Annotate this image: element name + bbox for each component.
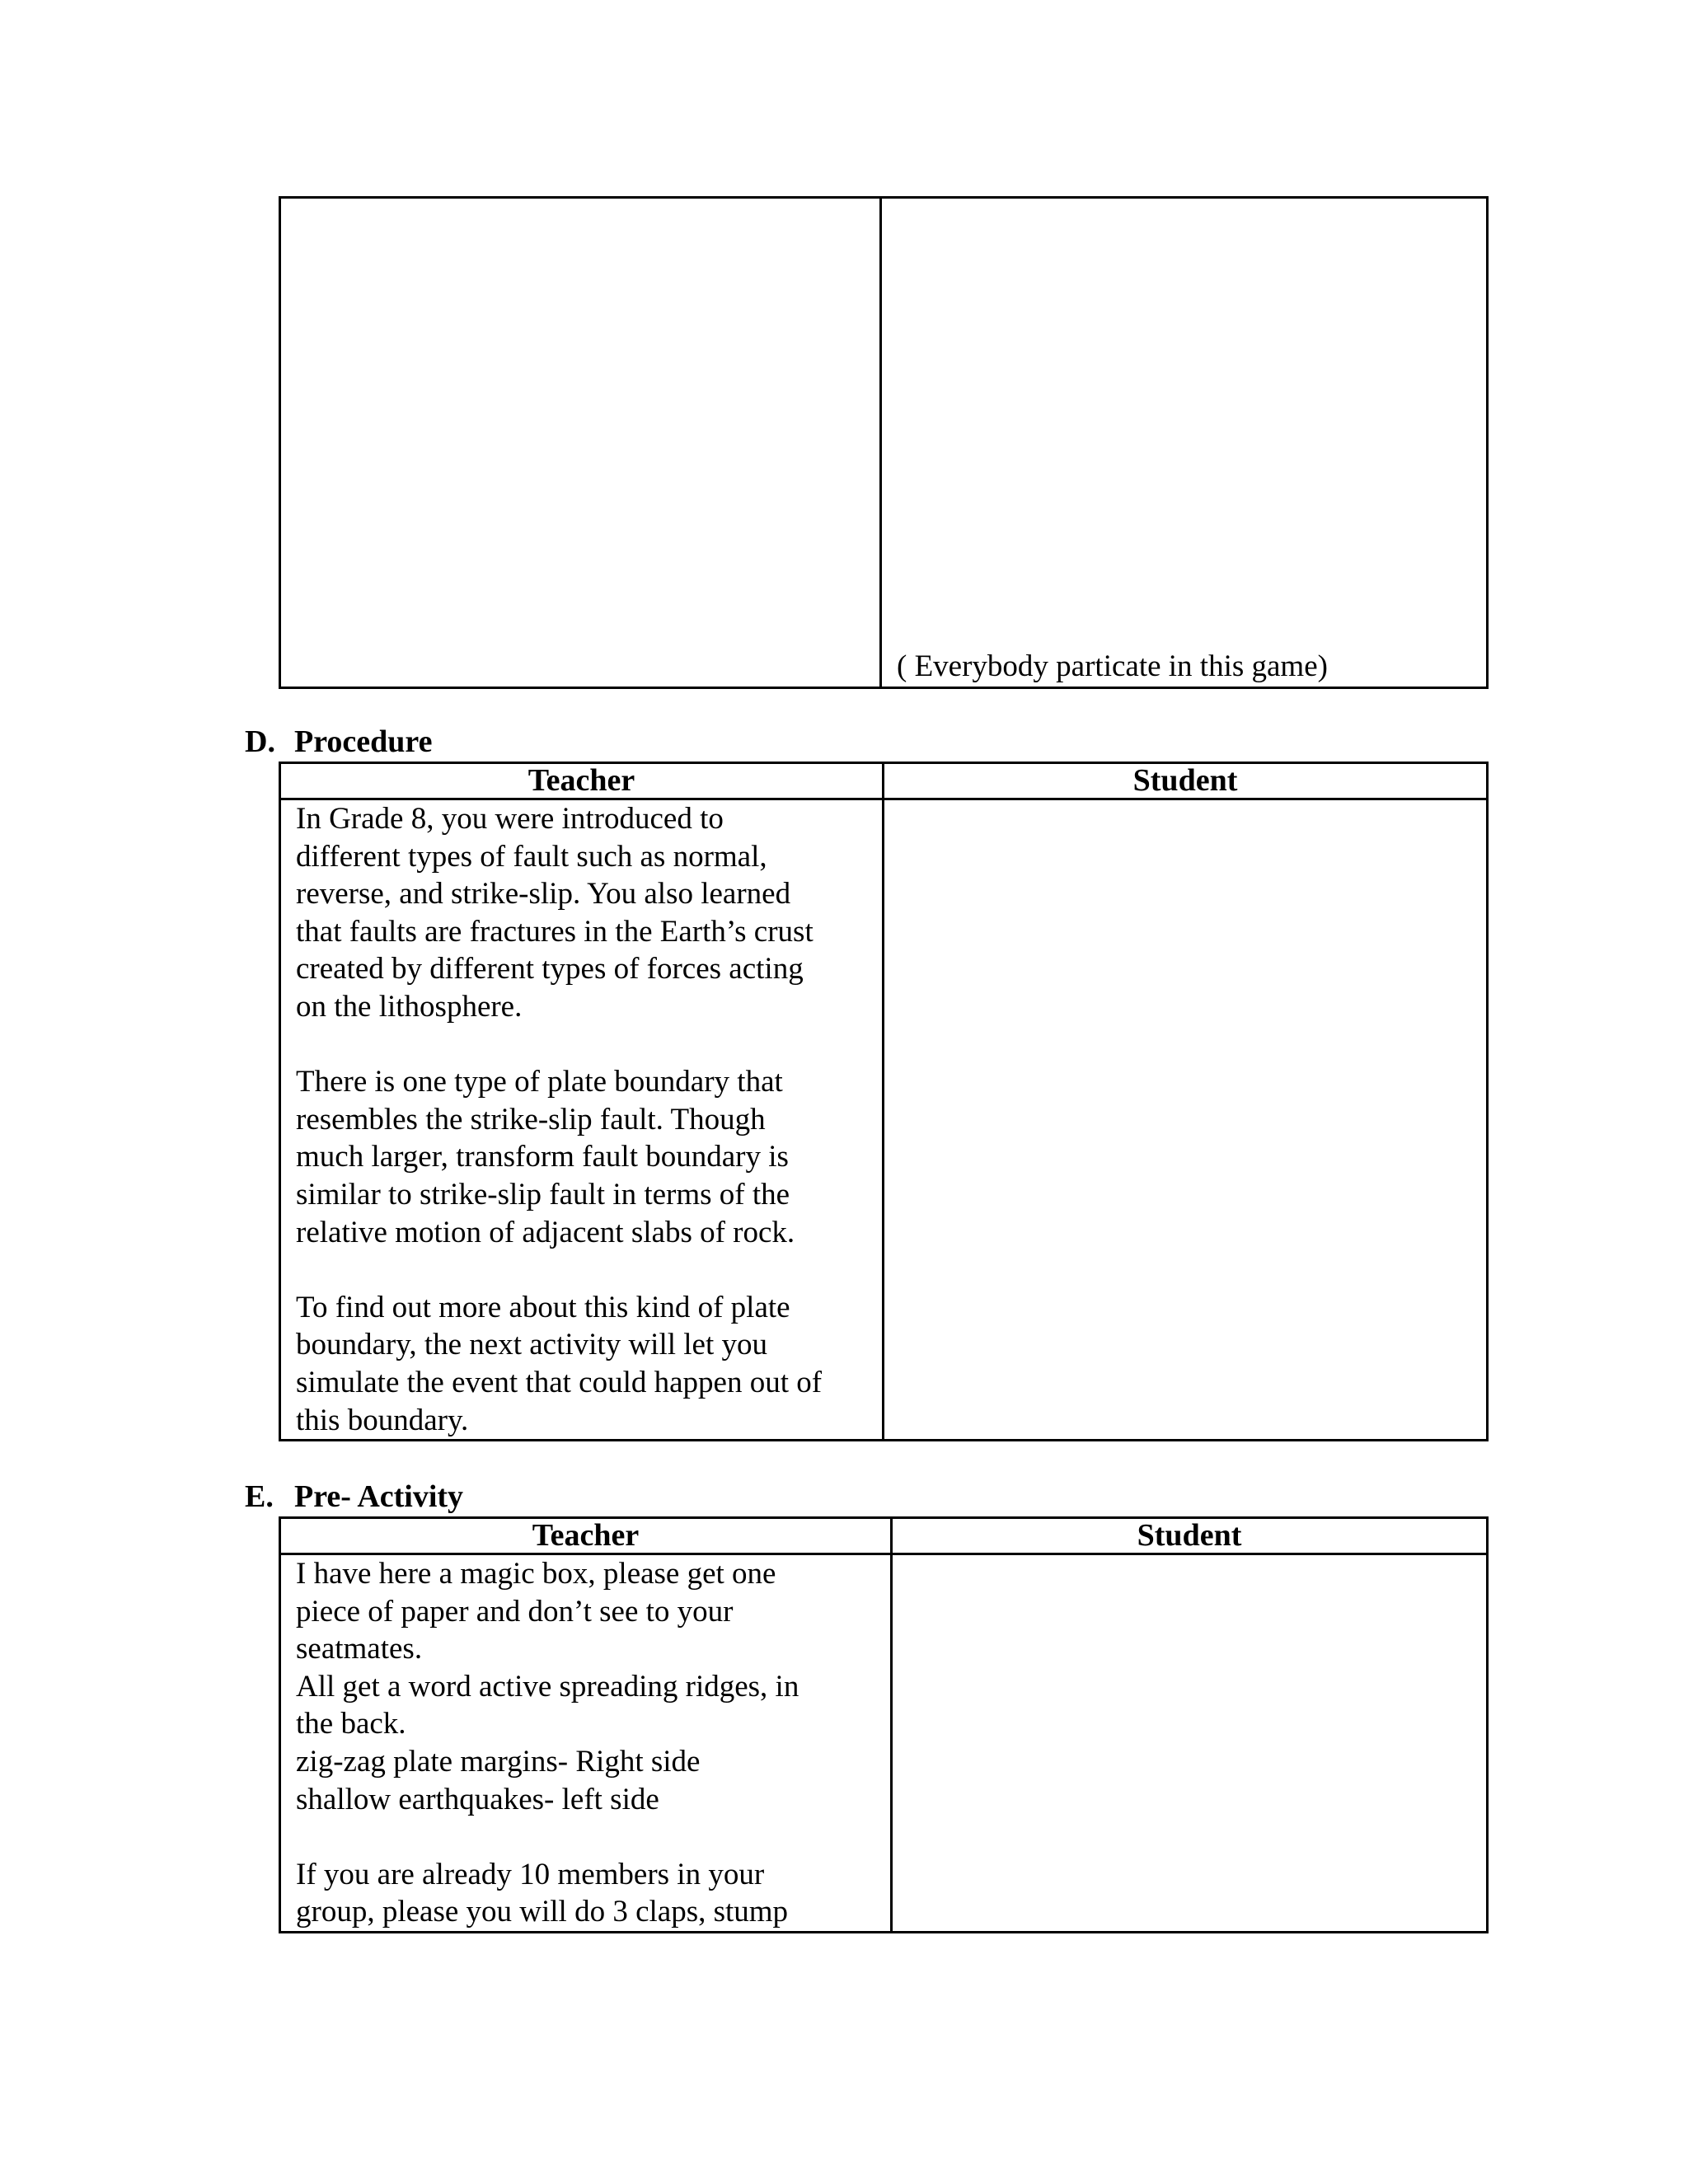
continuation-table xyxy=(279,196,1489,689)
student-cell xyxy=(892,1554,1488,1933)
table-header-row xyxy=(280,763,1488,799)
procedure-table xyxy=(279,762,1489,1441)
table-row xyxy=(280,198,1488,688)
section-letter: E. xyxy=(245,1479,274,1514)
teacher-paragraph: In Grade 8, you were introduced to different types of fault such as normal, reverse, and strike-slip. You also learned that faults are fractures in the Earth’s crust created by different types of forces acting on the lithosphere. xyxy=(296,802,814,1024)
table-row xyxy=(280,1554,1488,1933)
column-header-student: Student xyxy=(892,1518,1488,1554)
section-title: Pre- Activity xyxy=(294,1479,464,1514)
teacher-cell-empty xyxy=(280,198,881,688)
section-title: Procedure xyxy=(294,724,433,759)
teacher-cell xyxy=(280,1554,892,1933)
teacher-paragraph: I have here a magic box, please get one piece of paper and don’t see to your seatmates. All get a word active spreading ridges, in the back. zig-zag plate margins- Right side shallow earthquakes- left side xyxy=(296,1557,799,1816)
student-cell xyxy=(884,799,1488,1441)
section-letter: D. xyxy=(245,724,275,759)
pre-activity-table xyxy=(279,1516,1489,1933)
column-header-student: Student xyxy=(884,763,1488,799)
pre-activity-heading xyxy=(245,1479,463,1515)
procedure-heading xyxy=(245,724,432,760)
teacher-paragraph: If you are already 10 members in your group, please you will do 3 claps, stump xyxy=(296,1857,789,1929)
student-cell xyxy=(881,198,1488,688)
teacher-cell xyxy=(280,799,884,1441)
teacher-paragraph: To find out more about this kind of plate boundary, the next activity will let you simulate the event that could happen out of this boundary. xyxy=(296,1290,823,1437)
table-header-row xyxy=(280,1518,1488,1554)
teacher-paragraph: There is one type of plate boundary that resembles the strike-slip fault. Though much larger, transform fault boundary is similar to strike-slip fault in terms of the relative motion of adjacent slabs of rock. xyxy=(296,1065,795,1249)
column-header-teacher: Teacher xyxy=(280,763,884,799)
column-header-teacher: Teacher xyxy=(280,1518,892,1554)
table-row xyxy=(280,799,1488,1441)
participation-note: ( Everybody particate in this game) xyxy=(897,649,1328,683)
